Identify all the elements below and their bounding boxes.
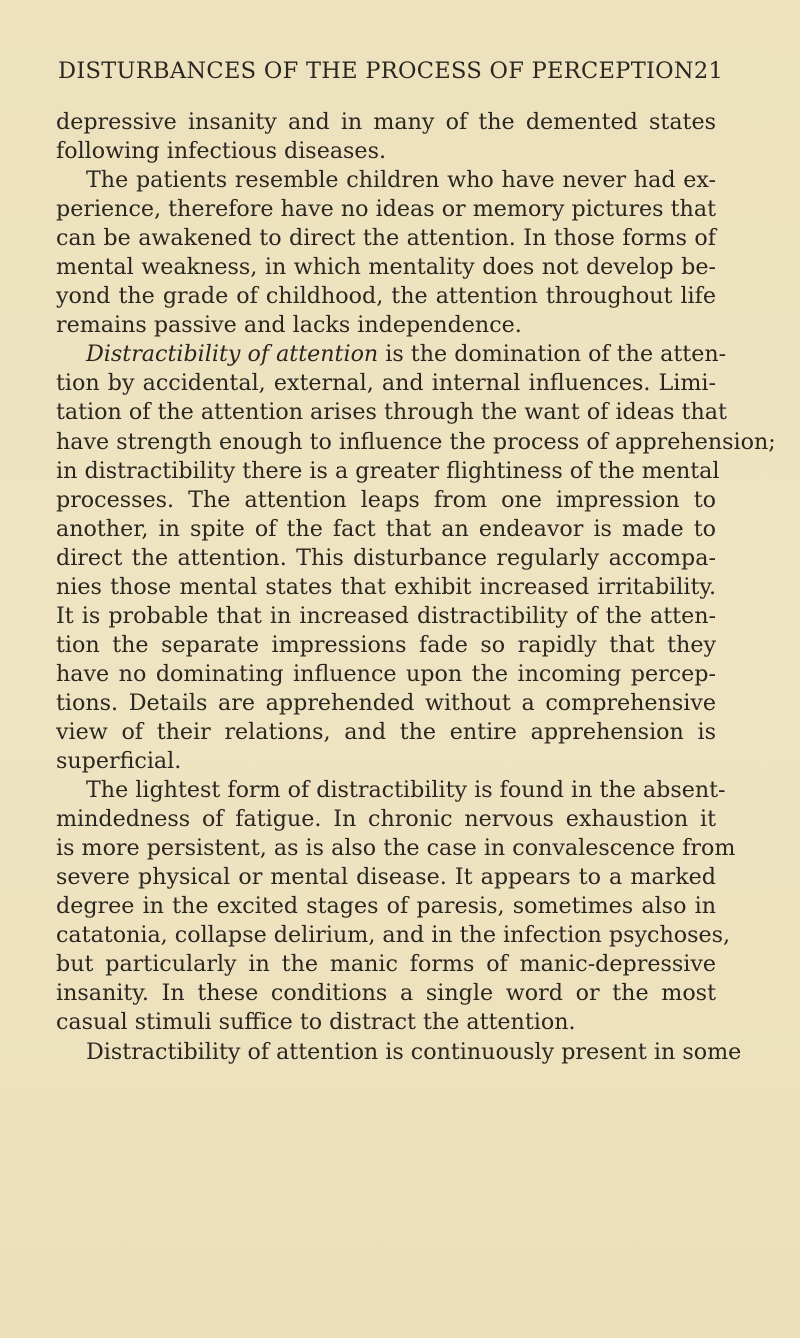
text-line: severe physical or mental disease. It appears to a marked xyxy=(56,864,716,891)
text-line: remains passive and lacks independence. xyxy=(56,312,522,339)
text-line: insanity. In these conditions a single word or the most xyxy=(56,980,716,1007)
text-line: catatonia, collapse delirium, and in the infection psychoses, xyxy=(56,922,731,949)
text-line: can be awakened to direct the attention. In those forms of xyxy=(56,225,716,252)
text-line: Distractibility of attention is the domination of the atten- xyxy=(86,341,727,368)
italic-term: Distractibility of attention xyxy=(86,341,379,368)
text-line: another, in spite of the fact that an endeavor is made to xyxy=(56,515,716,542)
text-line: is more persistent, as is also the case in convalescence from xyxy=(56,835,736,862)
text-line: in distractibility there is a greater flightiness of the mental xyxy=(56,457,720,484)
text-line: nies those mental states that exhibit increased irritability. xyxy=(56,573,716,600)
text-line: superficial. xyxy=(56,748,182,775)
text-line: view of their relations, and the entire apprehension is xyxy=(56,718,716,745)
text-line: mindedness of fatigue. In chronic nervous exhaustion it xyxy=(56,806,716,833)
running-title: DISTURBANCES OF THE PROCESS OF PERCEPTION xyxy=(58,58,694,84)
text-line: degree in the excited stages of paresis, sometimes also in xyxy=(56,893,716,920)
text-line: Distractibility of attention is continuously present in some xyxy=(86,1038,742,1065)
text-line: It is probable that in increased distractibility of the atten- xyxy=(56,602,716,629)
text-line: have no dominating influence upon the incoming percep- xyxy=(56,660,716,687)
text-line: tation of the attention arises through the want of ideas that xyxy=(56,399,727,426)
text-line: tion by accidental, external, and internal influences. Limi- xyxy=(56,370,716,397)
text-line: but particularly in the manic forms of manic-depressive xyxy=(56,951,716,978)
text-line: tions. Details are apprehended without a comprehensive xyxy=(56,689,716,716)
text-line: have strength enough to influence the process of apprehension; xyxy=(56,428,776,455)
text-line: The patients resemble children who have never had ex- xyxy=(86,167,716,194)
text-line: mental weakness, in which mentality does not develop be- xyxy=(56,254,716,281)
text-line: The lightest form of distractibility is found in the absent- xyxy=(86,777,726,804)
text-line: depressive insanity and in many of the demented states xyxy=(56,109,716,135)
text-line: yond the grade of childhood, the attention throughout life xyxy=(56,283,716,310)
text-line: tion the separate impressions fade so rapidly that they xyxy=(56,631,716,658)
text-line: processes. The attention leaps from one impression to xyxy=(56,486,716,513)
running-head xyxy=(58,58,724,84)
text-line: direct the attention. This disturbance regularly accompa- xyxy=(56,544,716,571)
text-line: perience, therefore have no ideas or memory pictures that xyxy=(56,196,716,223)
body-text xyxy=(56,108,776,1067)
text-line: casual stimuli suffice to distract the attention. xyxy=(56,1009,576,1036)
page-number: 21 xyxy=(693,58,724,84)
text-line: following infectious diseases. xyxy=(56,138,387,165)
